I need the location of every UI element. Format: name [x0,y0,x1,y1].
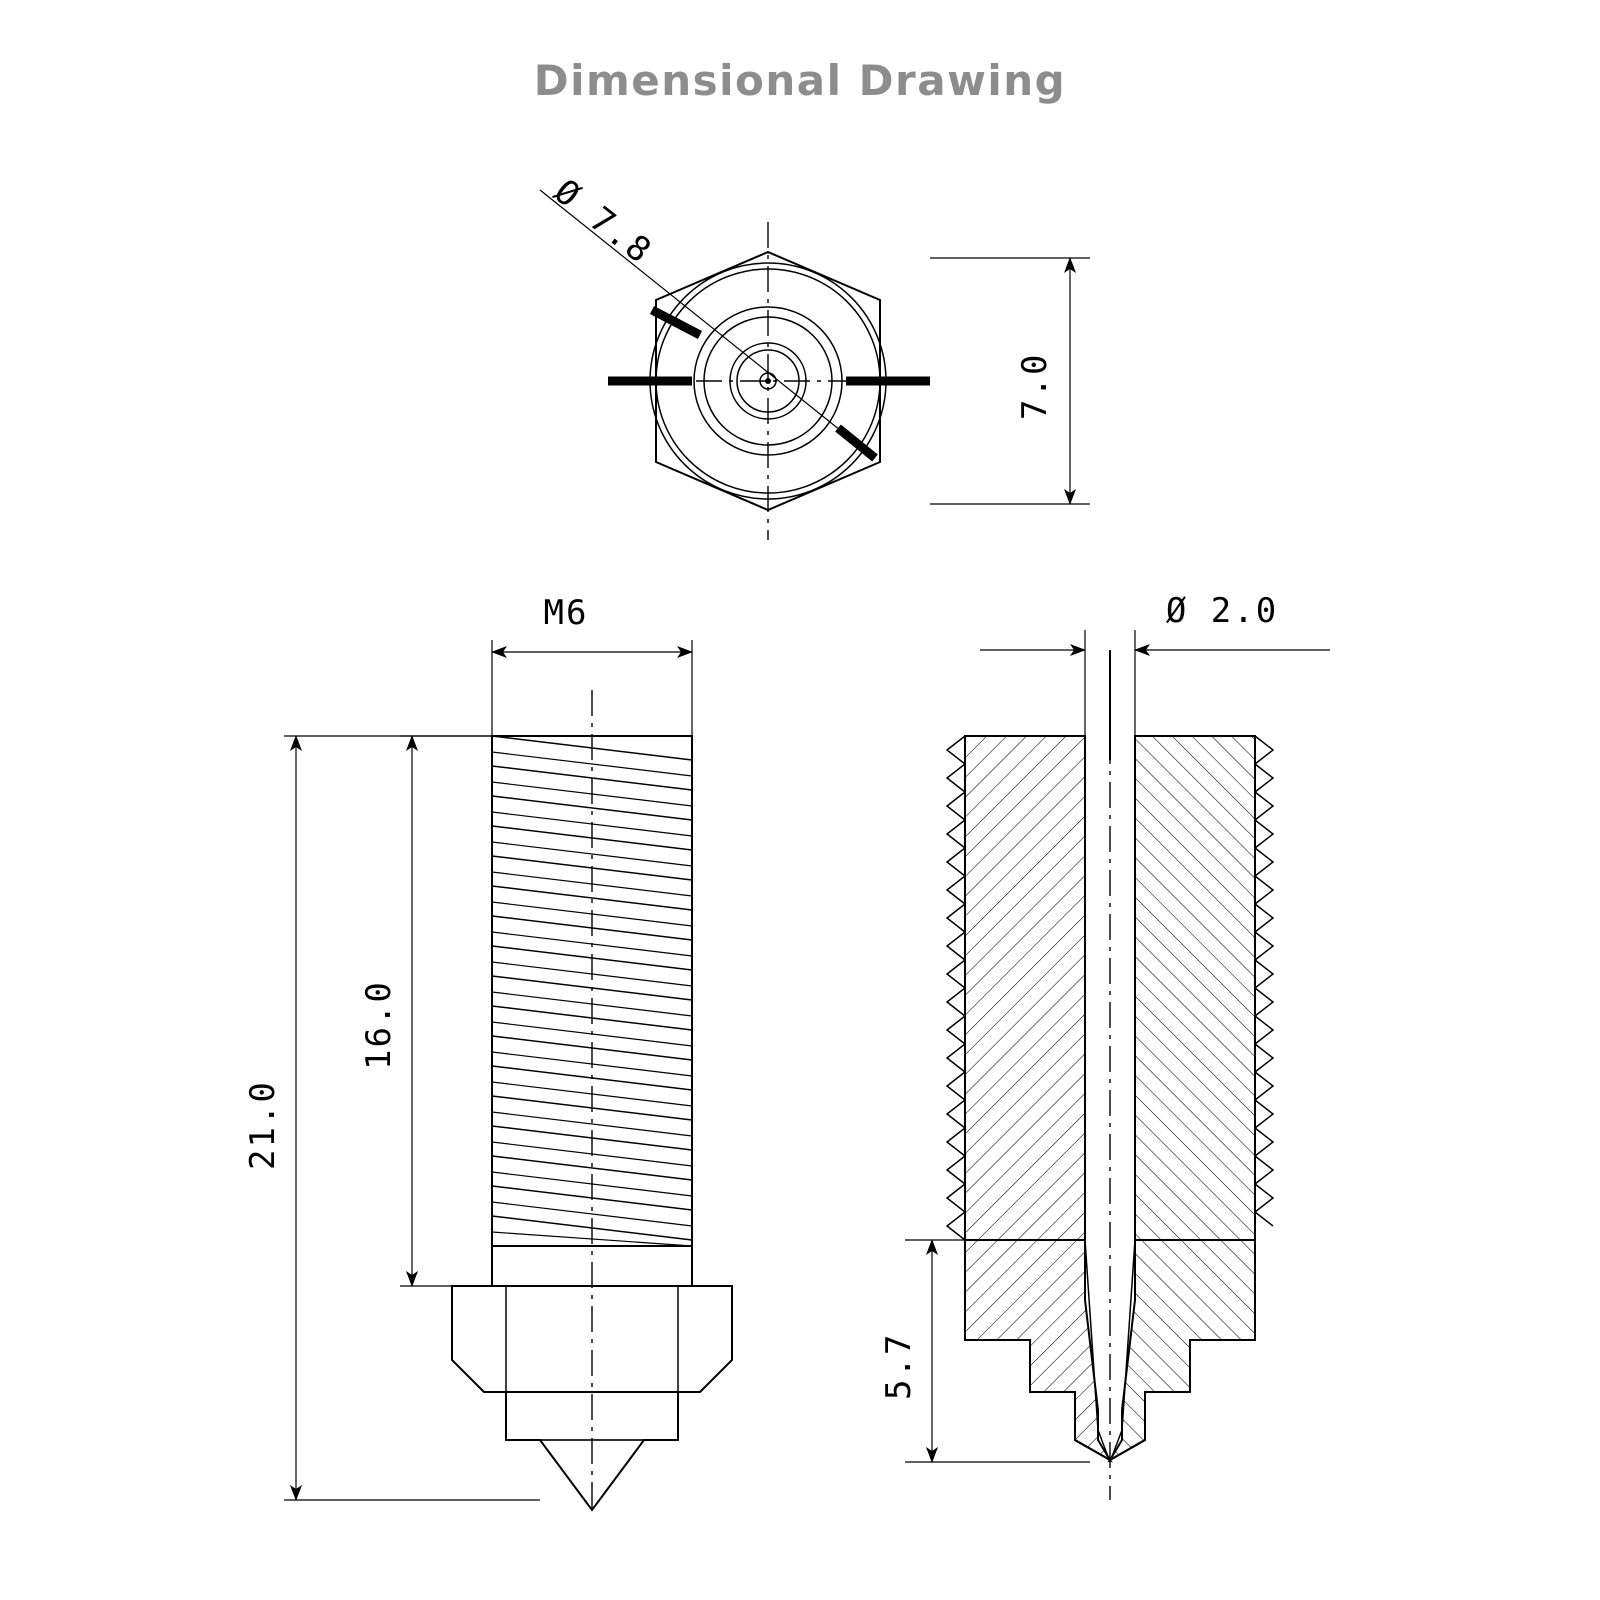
dim-hex-height: 7.0 [1015,352,1055,420]
section-view [879,591,1330,1500]
front-view [243,593,732,1510]
dim-bore-diameter: Ø 2.0 [1165,591,1279,631]
dim-thread-length: 16.0 [359,980,399,1070]
dim-overall-length: 21.0 [243,1080,283,1170]
dim-top-diameter: Ø 7.8 [546,171,660,273]
top-view [540,172,1090,540]
dim-thread-callout: M6 [543,593,589,633]
page-title: Dimensional Drawing [533,56,1067,105]
dim-tip-length: 5.7 [879,1332,919,1400]
